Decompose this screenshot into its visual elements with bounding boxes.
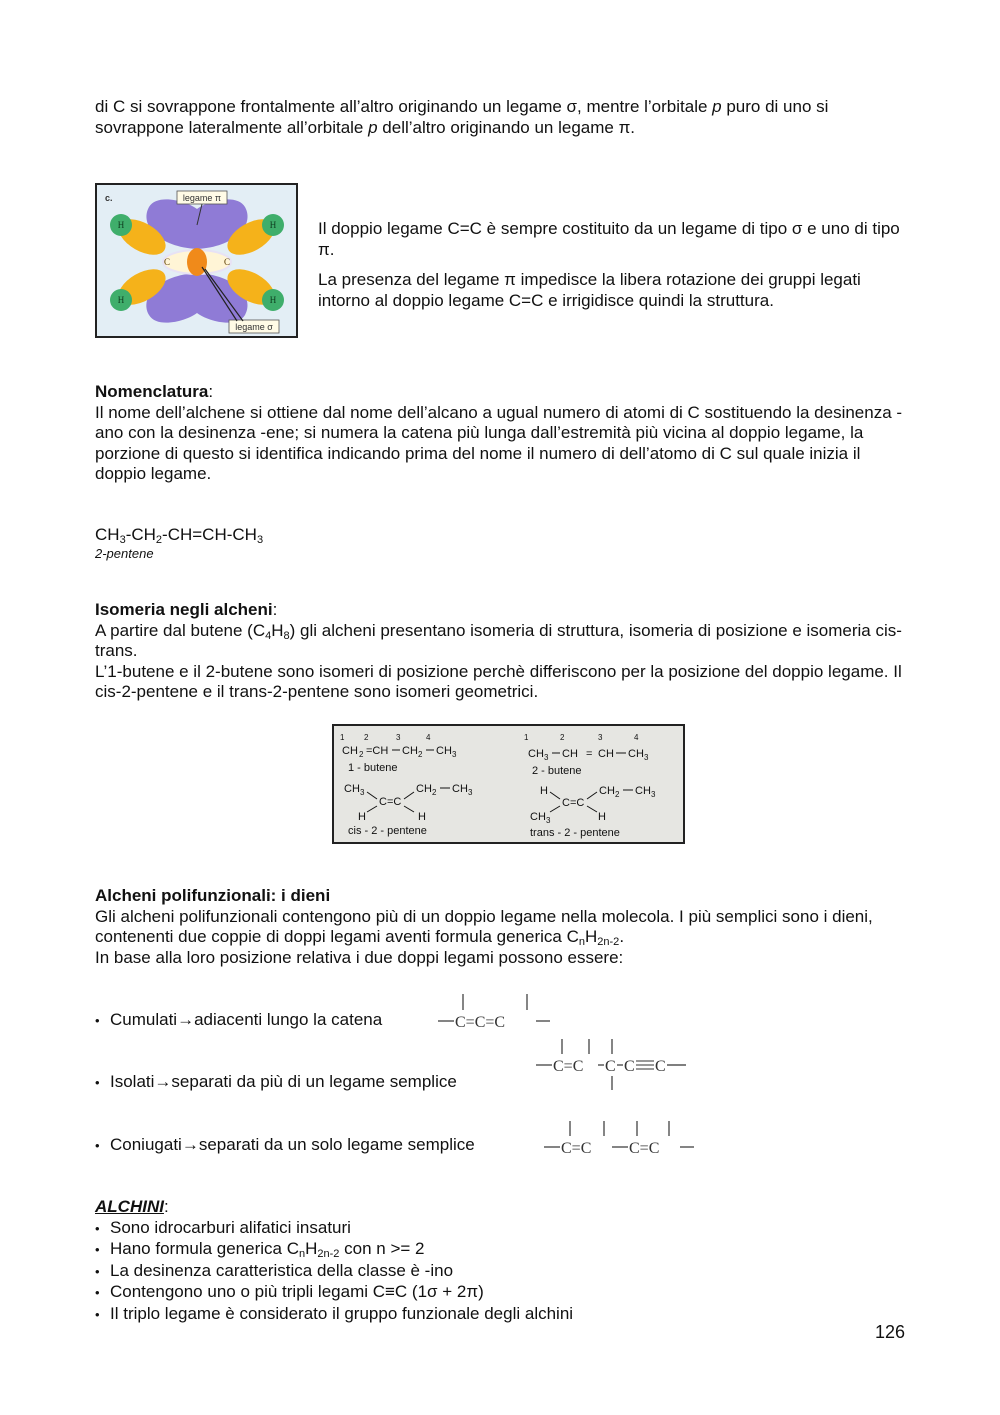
isomeria-section	[95, 600, 910, 703]
isomeria-text-2: L’1-butene e il 2-butene sono isomeri di posizione perchè differiscono per la posizione del doppio legame. Il cis-2-pentene e il trans-2-pentene sono isomeri geometrici.	[95, 661, 902, 701]
bullet-dot: •	[95, 1138, 100, 1153]
double-bond-text	[318, 219, 910, 311]
formula-subscript: 4	[265, 629, 272, 642]
svg-text:3: 3	[651, 790, 656, 799]
isolated-diene-structure	[534, 1036, 694, 1092]
text-part: .	[619, 927, 625, 946]
alchini-section	[95, 1197, 910, 1325]
svg-text:C: C	[605, 1058, 616, 1075]
isomer-name-2-butene: 2 - butene	[532, 765, 582, 777]
svg-text:CH: CH	[628, 748, 644, 760]
text-part: H	[271, 620, 284, 640]
example-name: 2-pentene	[95, 545, 154, 561]
example-formula	[95, 525, 910, 546]
svg-text:CH: CH	[562, 748, 578, 760]
nomenclatura-text: Il nome dell’alchene si ottiene dal nome dell’alcano a ugual numero di atomi di C sostituendo la desinenza -ano con la desinenza -ene; si numera la catena più lunga dall’estremità più vicina al doppio legame, la porzione di questo si identifica indicando prima del nome il numero di dell’atomo di C sul quale inizia il doppio legame.	[95, 402, 903, 483]
dieni-text-1	[95, 907, 910, 948]
text-part: ) gli alcheni presentano isomeria di struttura, isomeria di posizione e isomeria cis-trans.	[95, 620, 902, 660]
svg-text:3: 3	[468, 788, 473, 797]
dieni-text-2: In base alla loro posizione relativa i due doppi legami possono essere:	[95, 947, 624, 967]
bullet-dot: •	[95, 1075, 100, 1090]
svg-text:CH: CH	[635, 785, 651, 797]
bullet-text: Sono idrocarburi alifatici insaturi	[110, 1217, 351, 1237]
isomer-name-cis-2-pentene: cis - 2 - pentene	[348, 825, 427, 837]
svg-text:1: 1	[524, 733, 529, 742]
example-section	[95, 525, 910, 562]
diene-item-coniugati	[95, 1135, 475, 1157]
dieni-section	[95, 886, 910, 968]
double-bond-paragraph-1: Il doppio legame C=C è sempre costituito da un legame di tipo σ e uno di tipo π.	[318, 219, 900, 259]
svg-text:3: 3	[544, 753, 549, 762]
svg-text:H: H	[540, 785, 548, 797]
text-part: Gli alcheni polifunzionali contengono più di un doppio legame nella molecola. I più semplici sono i dieni, contenenti due coppie di doppi legami aventi formula generica C	[95, 906, 873, 946]
formula-subscript: n	[578, 936, 585, 948]
trans-2-pentene-structure	[530, 785, 656, 825]
intro-text: sovrappone lateralmente all’orbitale	[95, 117, 369, 137]
intro-paragraph	[95, 97, 910, 138]
svg-text:=: =	[586, 748, 593, 760]
svg-text:2: 2	[560, 733, 565, 742]
formula-subscript: 2n-2	[317, 1248, 340, 1260]
svg-text:CH: CH	[528, 748, 544, 760]
cis-2-pentene-structure	[344, 783, 473, 823]
svg-text:C=C: C=C	[561, 1140, 592, 1157]
svg-text:CH: CH	[342, 745, 358, 757]
bullet-dot: •	[95, 1306, 100, 1322]
nomenclatura-heading: Nomenclatura	[95, 382, 209, 401]
alchini-bullet	[95, 1304, 910, 1326]
bullet-text: La desinenza caratteristica della classe è -ino	[110, 1260, 454, 1280]
diene-type-label: Coniugati	[110, 1135, 182, 1154]
svg-text:CH: CH	[452, 783, 468, 795]
formula-subscript: 2	[155, 534, 163, 546]
text-part: A partire dal butene (C	[95, 620, 266, 640]
alchini-bullet	[95, 1239, 910, 1261]
diene-type-description: separati da un solo legame semplice	[198, 1135, 475, 1154]
label-pi: legame π	[182, 193, 222, 203]
bullet-dot: •	[95, 1285, 100, 1300]
diene-item-isolati	[95, 1072, 457, 1094]
atom-label-h: H	[117, 295, 125, 305]
bullet-dot: •	[95, 1220, 100, 1236]
heading-colon: :	[163, 1197, 169, 1216]
svg-text:3: 3	[452, 750, 457, 759]
isomer-name-trans-2-pentene: trans - 2 - pentene	[530, 827, 620, 839]
atom-label-c: C	[223, 257, 231, 267]
svg-text:CH: CH	[416, 783, 432, 795]
diene-type-label: Cumulati	[110, 1010, 178, 1029]
svg-text:1: 1	[340, 733, 345, 742]
label-sigma: legame σ	[235, 322, 273, 332]
formula-subscript: 2n-2	[597, 936, 620, 948]
diene-item-cumulati	[95, 1010, 382, 1032]
svg-text:3: 3	[546, 816, 551, 825]
text-part: H	[585, 927, 598, 946]
arrow-icon: →	[181, 1135, 199, 1154]
cumulated-diene-structure	[436, 990, 556, 1034]
intro-text: dell’altro originando un legame π.	[377, 117, 636, 137]
isomeria-text-1	[95, 621, 910, 662]
svg-text:2: 2	[418, 750, 423, 759]
heading-colon: :	[272, 600, 278, 619]
svg-text:H: H	[358, 811, 366, 823]
svg-text:2: 2	[364, 733, 369, 742]
formula-part: -CH=CH-CH	[162, 525, 257, 544]
intro-text: puro di uno si	[721, 97, 829, 116]
svg-text:2: 2	[432, 788, 437, 797]
bullet-dot: •	[95, 1263, 100, 1279]
formula-part: CH	[95, 525, 120, 544]
svg-text:C=C: C=C	[379, 796, 402, 808]
conjugated-diene-structure	[542, 1118, 696, 1160]
svg-text:3: 3	[360, 788, 365, 797]
arrow-icon: →	[154, 1072, 172, 1091]
isomer-structures	[334, 726, 683, 842]
formula-subscript: 3	[119, 534, 126, 546]
svg-text:CH: CH	[599, 785, 615, 797]
text-part: H	[305, 1239, 318, 1258]
atom-label-h: H	[269, 295, 277, 305]
svg-text:C=C: C=C	[629, 1140, 660, 1157]
atom-label-h: H	[117, 220, 125, 230]
svg-text:3: 3	[396, 733, 401, 742]
atom-label-c: C	[163, 257, 171, 267]
isomer-name-1-butene: 1 - butene	[348, 762, 398, 774]
svg-text:CH: CH	[344, 783, 360, 795]
svg-text:C=C: C=C	[562, 797, 585, 809]
text-part: Hano formula generica C	[110, 1239, 299, 1258]
diene-type-description: separati da più di un legame semplice	[171, 1072, 457, 1091]
ethene-orbital-diagram	[97, 185, 296, 336]
butene-1-structure	[340, 733, 457, 759]
svg-text:C: C	[624, 1058, 635, 1075]
orbital-figure	[95, 183, 298, 338]
orbital-p: p	[712, 97, 722, 116]
nomenclatura-section	[95, 382, 910, 485]
diene-type-label: Isolati	[110, 1072, 155, 1091]
svg-text:3: 3	[644, 753, 649, 762]
diene-type-description: adiacenti lungo la catena	[194, 1010, 383, 1029]
heading-colon: :	[208, 382, 214, 401]
bullet-dot: •	[95, 1242, 100, 1257]
isomer-figure	[332, 724, 685, 844]
butene-2-structure	[524, 733, 649, 762]
atom-label-h: H	[269, 220, 277, 230]
svg-text:CH: CH	[402, 745, 418, 757]
svg-text:C: C	[655, 1058, 666, 1075]
alchini-bullet	[95, 1261, 910, 1283]
svg-text:CH: CH	[530, 811, 546, 823]
svg-text:H: H	[418, 811, 426, 823]
alchini-bullet	[95, 1282, 910, 1304]
svg-text:4: 4	[634, 733, 639, 742]
svg-text:H: H	[598, 811, 606, 823]
page-number: 126	[874, 1322, 905, 1342]
alchini-bullet	[95, 1218, 910, 1240]
bullet-text: Contengono uno o più tripli legami C≡C (1σ + 2π)	[110, 1282, 484, 1301]
formula-subscript: 3	[256, 534, 264, 546]
svg-text:CH: CH	[598, 748, 614, 760]
svg-text:C=C: C=C	[553, 1058, 584, 1075]
bullet-text: Il triplo legame è considerato il gruppo funzionale degli alchini	[110, 1303, 574, 1323]
svg-text:2: 2	[615, 790, 620, 799]
text-part: con n >= 2	[339, 1239, 425, 1258]
svg-text:CH: CH	[436, 745, 452, 757]
formula-part: -CH	[125, 525, 156, 544]
svg-text:3: 3	[598, 733, 603, 742]
dieni-heading: Alcheni polifunzionali: i dieni	[95, 886, 331, 905]
alchini-heading: ALCHINI	[95, 1197, 164, 1216]
bullet-dot: •	[95, 1013, 100, 1028]
arrow-icon: →	[177, 1010, 195, 1029]
svg-text:2: 2	[359, 750, 364, 759]
panel-letter: c.	[105, 193, 113, 203]
formula-subscript: n	[298, 1248, 306, 1260]
svg-text:=CH: =CH	[366, 745, 389, 757]
sigma-core	[187, 248, 207, 276]
svg-text:C=C=C: C=C=C	[455, 1014, 506, 1031]
double-bond-paragraph-2: La presenza del legame π impedisce la libera rotazione dei gruppi legati intorno al doppio legame C=C e irrigidisce quindi la struttura.	[318, 270, 861, 310]
orbital-p: p	[368, 117, 378, 137]
isomeria-heading: Isomeria negli alcheni	[95, 600, 273, 619]
svg-text:4: 4	[426, 733, 431, 742]
formula-subscript: 8	[283, 629, 290, 642]
intro-text: di C si sovrappone frontalmente all’altro originando un legame σ, mentre l’orbitale	[95, 97, 713, 116]
